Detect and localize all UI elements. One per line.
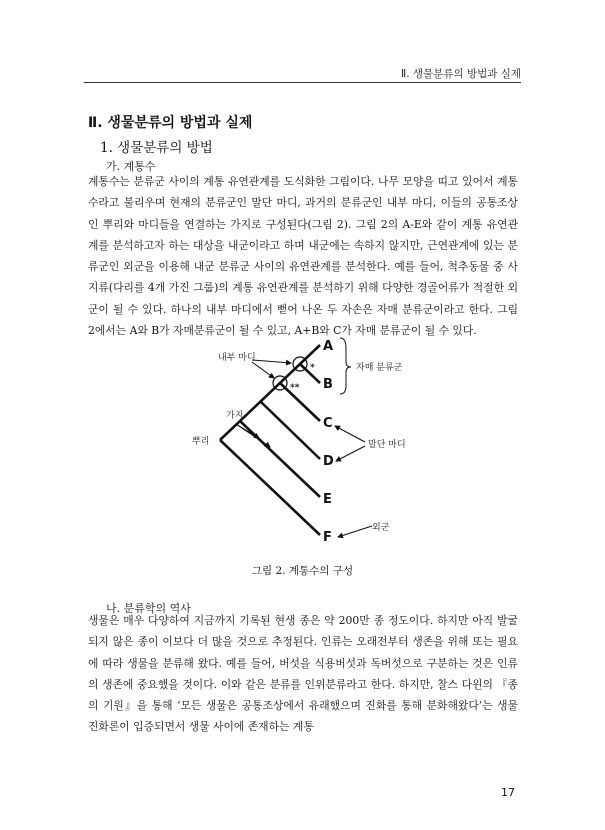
outgroup-label: 외군 bbox=[372, 523, 390, 533]
tree-branches bbox=[220, 345, 320, 535]
node-star-single: * bbox=[310, 363, 315, 373]
leaf-label-c: C bbox=[323, 416, 333, 431]
arrow-internal-node-2 bbox=[252, 362, 274, 378]
phylogenetic-tree-figure bbox=[180, 330, 440, 560]
arrow-terminal-d bbox=[336, 446, 365, 461]
page-number: 17 bbox=[501, 786, 515, 799]
subsection-title: 1. 생물분류의 방법 bbox=[100, 140, 213, 156]
leaf-label-e: E bbox=[323, 492, 332, 507]
node-star-double: ** bbox=[290, 383, 300, 393]
arrow-terminal-c bbox=[335, 426, 365, 442]
item-a-heading: 가. 계통수 bbox=[106, 160, 156, 173]
leaf-label-d: D bbox=[323, 454, 334, 469]
leaf-label-a: A bbox=[323, 339, 334, 354]
paragraph-taxonomy-history: 생물은 매우 다양하여 지금까지 기록된 현생 종은 약 200만 종 정도이다. 하지만 아직 발굴되지 않은 종이 이보다 더 많을 것으로 추정된다. 인류는 오래전부터 생존을 위해 또는 필요에 따라 생물을 분류해 왔다. 예를 들어, 버섯을 식용버섯과 독버섯으로 구분하는 것은 인류의 생존에 중요했을 것이다. 이와 같은 분류를 인위분류라고 한다. 하지만, 찰스 다윈의 『종의 기원』을 통해 ‘모든 생물은 공통조상에서 유래했으며 진화를 통해 분화해왔다’는 생물 진화론이 입증되면서 생물 사이에 존재하는 계통 bbox=[88, 614, 518, 734]
internal-node-label: 내부 마디 bbox=[218, 353, 256, 363]
arrow-internal-node-1 bbox=[252, 360, 291, 363]
paragraph-phylogenetic-tree: 계통수는 분류군 사이의 계통 유연관계를 도식화한 그림이다. 나무 모양을 띠고 있어서 계통수라고 불리우며 현재의 분류군인 말단 마디, 과거의 분류군인 내부 마디, 이들의 공통조상인 뿌리와 마디들을 연결하는 가지로 구성된다(그림 2). 그림 2의 A-E와 같이 계통 유연관계를 분석하고자 하는 대상을 내군이라고 하며 내군에는 속하지 않지만, 근연관계에 있는 분류군인 외군을 이용해 내군 분류군 사이의 유연관계를 분석한다. 예를 들어, 척추동물 중 사지류(다리를 4개 가진 그룹)의 계통 유연관계를 분석하기 위해 다양한 경골어류가 적절한 외군이 될 수 있다. 하나의 내부 마디에서 뻗어 나온 두 자손은 자매 분류군이라고 한다. 그림 2에서는 A와 B가 자매분류군이 될 수 있고, A+B와 C가 자매 분류군이 될 수 있다. bbox=[88, 175, 518, 338]
item-b-heading: 나. 분류학의 역사 bbox=[106, 602, 191, 615]
section-title: Ⅱ. 생물분류의 방법과 실제 bbox=[88, 115, 253, 131]
terminal-node-label: 말단 마디 bbox=[368, 440, 406, 450]
arrow-branch-2 bbox=[236, 424, 270, 447]
running-header: Ⅱ. 생물분류의 방법과 실제 bbox=[401, 68, 521, 80]
leaf-label-b: B bbox=[323, 377, 333, 392]
header-rule bbox=[84, 82, 521, 83]
arrow-outgroup bbox=[338, 526, 372, 537]
leaf-label-f: F bbox=[323, 530, 332, 545]
root-label: 뿌리 bbox=[192, 437, 210, 447]
sister-group-label: 자매 분류군 bbox=[356, 363, 403, 373]
sister-group-brace bbox=[340, 338, 351, 394]
branch-label: 가지 bbox=[226, 411, 244, 421]
figure-caption: 그림 2. 계통수의 구성 bbox=[251, 565, 354, 577]
